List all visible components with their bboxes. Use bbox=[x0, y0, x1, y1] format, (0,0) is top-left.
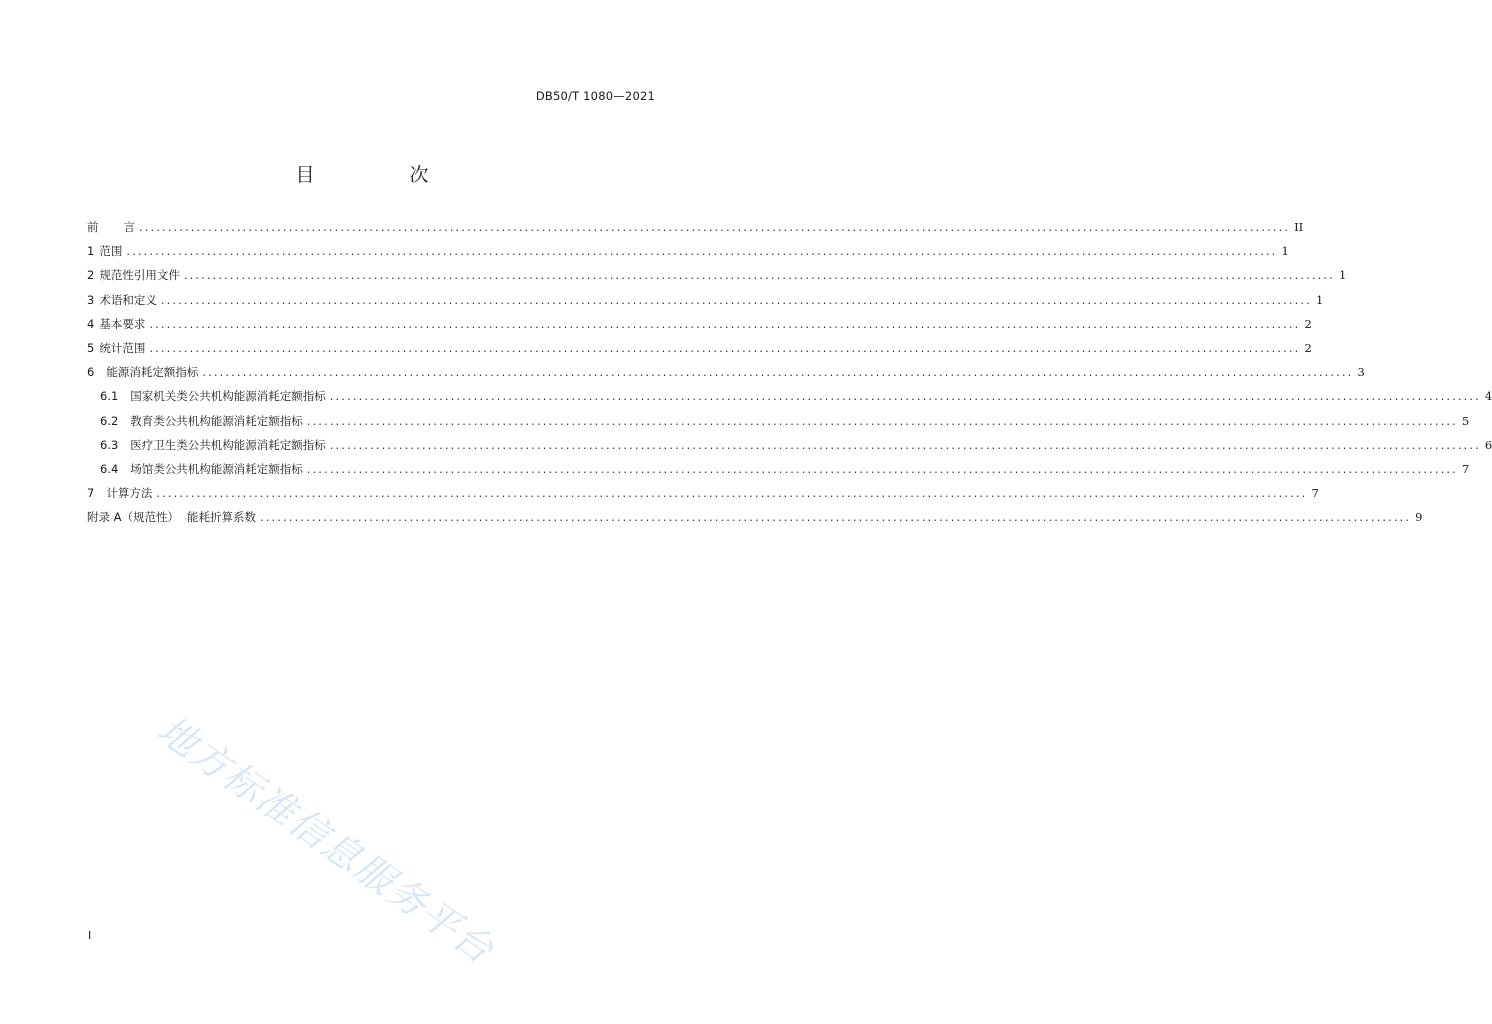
toc-entry-energy-quota[interactable] bbox=[87, 364, 1365, 388]
toc-entry-number: 3 bbox=[87, 292, 95, 307]
toc-entry-calculation-method[interactable] bbox=[87, 485, 1319, 509]
toc-entry-page: 7 bbox=[1311, 486, 1319, 501]
toc-entry-basic-requirements[interactable] bbox=[87, 316, 1312, 340]
toc-entry-foreword[interactable] bbox=[87, 219, 1304, 243]
toc-entry-label: 教育类公共机构能源消耗定额指标 bbox=[130, 413, 303, 428]
toc-leader-dots: ........................................................................................................................................................................................................ bbox=[306, 461, 1458, 476]
toc-entry-page: 2 bbox=[1304, 340, 1312, 355]
page-title: 目 次 bbox=[295, 164, 467, 186]
toc-entry-label: 范围 bbox=[99, 244, 123, 259]
toc-leader-dots: ........................................................................................................................................................................................................ bbox=[202, 365, 1354, 380]
toc-entry-terms[interactable] bbox=[87, 292, 1324, 316]
toc-leader-dots: ........................................................................................................................................................................................................ bbox=[149, 316, 1301, 331]
toc-entry-page: 7 bbox=[1461, 461, 1470, 476]
toc-entry-label: 国家机关类公共机构能源消耗定额指标 bbox=[130, 389, 326, 404]
toc-entry-label: 医疗卫生类公共机构能源消耗定额指标 bbox=[130, 437, 326, 452]
watermark: 地方标准信息服务平台 bbox=[149, 707, 503, 973]
toc-entry-page: 1 bbox=[1338, 268, 1347, 283]
toc-entry-6-1[interactable] bbox=[87, 388, 1492, 412]
toc-entry-page: 1 bbox=[1315, 292, 1324, 307]
toc-entry-label: 统计范围 bbox=[99, 340, 146, 355]
toc-leader-dots: ........................................................................................................................................................................................................ bbox=[139, 220, 1291, 234]
toc-entry-label: 言 bbox=[123, 220, 135, 234]
toc-leader-dots: ........................................................................................................................................................................................................ bbox=[329, 389, 1481, 404]
toc-entry-statistical-scope[interactable] bbox=[87, 340, 1312, 364]
toc-entry-number: 附录 A（规范性） bbox=[87, 510, 180, 525]
toc-entry-page: II bbox=[1294, 220, 1304, 234]
page-number: I bbox=[88, 929, 92, 942]
toc-entry-label: 场馆类公共机构能源消耗定额指标 bbox=[130, 461, 303, 476]
toc-entry-label: 计算方法 bbox=[106, 486, 153, 501]
toc-entry-page: 6 bbox=[1484, 437, 1492, 452]
toc-entry-number: 6.3 bbox=[100, 437, 119, 452]
toc-leader-dots: ........................................................................................................................................................................................................ bbox=[149, 340, 1301, 355]
toc-leader-dots: ........................................................................................................................................................................................................ bbox=[160, 292, 1312, 307]
toc-leader-dots: ........................................................................................................................................................................................................ bbox=[126, 244, 1278, 259]
toc-leader-dots: ........................................................................................................................................................................................................ bbox=[156, 486, 1308, 501]
toc-entry-number: 1 bbox=[87, 244, 95, 259]
toc-entry-appendix-a[interactable] bbox=[87, 509, 1423, 533]
toc-entry-6-2[interactable] bbox=[87, 413, 1470, 437]
toc-entry-number: 4 bbox=[87, 316, 95, 331]
toc-entry-number: 5 bbox=[87, 340, 95, 355]
table-of-contents bbox=[87, 219, 1492, 533]
toc-entry-label: 规范性引用文件 bbox=[99, 268, 180, 283]
toc-entry-page: 4 bbox=[1484, 389, 1492, 404]
toc-leader-dots: ........................................................................................................................................................................................................ bbox=[260, 510, 1412, 525]
toc-entry-page: 9 bbox=[1415, 510, 1423, 525]
toc-entry-number: 6.1 bbox=[100, 389, 119, 404]
toc-leader-dots: ........................................................................................................................................................................................................ bbox=[183, 268, 1335, 283]
toc-entry-page: 5 bbox=[1461, 413, 1470, 428]
toc-entry-label: 能耗折算系数 bbox=[187, 510, 257, 525]
toc-entry-6-3[interactable] bbox=[87, 437, 1492, 461]
toc-entry-label: 基本要求 bbox=[99, 316, 146, 331]
toc-entry-number: 2 bbox=[87, 268, 95, 283]
toc-entry-scope[interactable] bbox=[87, 243, 1289, 267]
toc-entry-page: 3 bbox=[1357, 365, 1365, 380]
toc-entry-label: 术语和定义 bbox=[99, 292, 157, 307]
toc-entry-number: 7 bbox=[87, 486, 95, 501]
toc-leader-dots: ........................................................................................................................................................................................................ bbox=[306, 413, 1458, 428]
toc-entry-number: 6 bbox=[87, 365, 95, 380]
toc-entry-page: 2 bbox=[1304, 316, 1312, 331]
toc-entry-normative-references[interactable] bbox=[87, 267, 1347, 291]
toc-entry-label: 能源消耗定额指标 bbox=[106, 365, 199, 380]
toc-entry-number: 6.2 bbox=[100, 413, 119, 428]
toc-entry-number: 6.4 bbox=[100, 461, 119, 476]
document-code: DB50/T 1080—2021 bbox=[535, 89, 655, 103]
toc-entry-6-4[interactable] bbox=[87, 461, 1470, 485]
toc-entry-number: 前 bbox=[87, 220, 99, 234]
toc-entry-page: 1 bbox=[1281, 244, 1289, 259]
toc-leader-dots: ........................................................................................................................................................................................................ bbox=[329, 437, 1481, 452]
